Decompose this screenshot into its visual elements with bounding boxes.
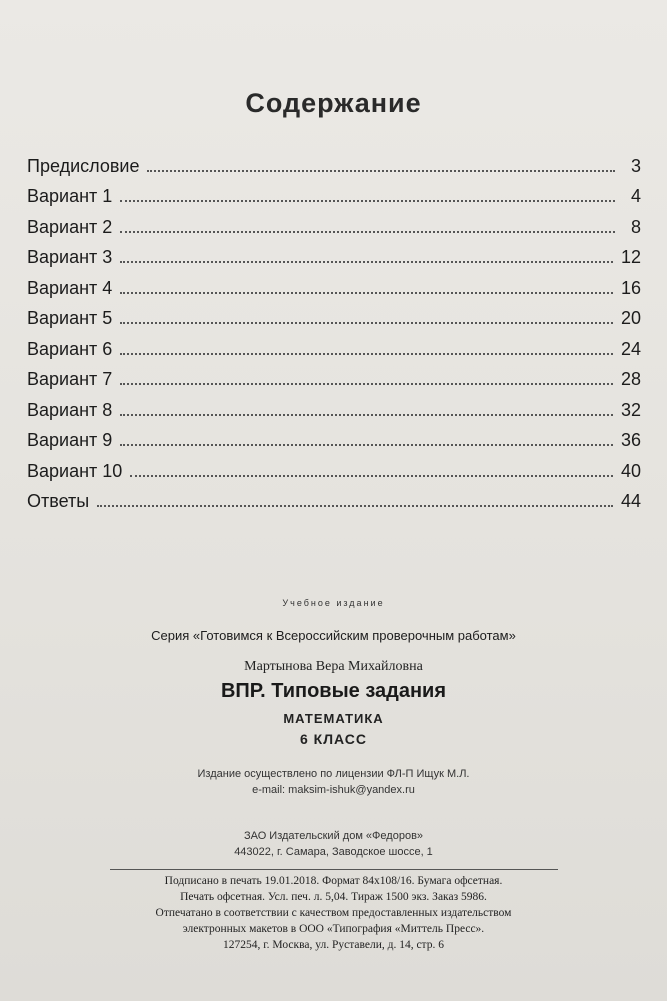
toc-entry-label: Вариант 3 — [27, 247, 113, 267]
toc-entry[interactable] — [27, 268, 641, 299]
toc-entry-label: Вариант 8 — [27, 399, 113, 420]
toc-entry[interactable] — [27, 146, 641, 177]
print-info — [0, 873, 667, 953]
toc-entry[interactable] — [27, 451, 641, 482]
toc-leader-dots — [120, 382, 613, 385]
print-info-line: 127254, г. Москва, ул. Руставели, д. 14, стр. 6 — [223, 939, 444, 951]
table-of-contents — [27, 146, 641, 512]
subject-name: МАТЕМАТИКА — [283, 711, 384, 726]
toc-title: Содержание — [245, 88, 422, 118]
license-text: Издание осуществлено по лицензии ФЛ-П Ищук М.Л. — [197, 768, 470, 780]
toc-leader-dots — [120, 443, 613, 446]
print-info-line: электронных макетов в ООО «Типография «Миттель Пресс». — [182, 923, 485, 935]
toc-leader-dots — [120, 199, 615, 202]
toc-entry-label: Ответы — [27, 491, 90, 511]
edition-type: Учебное издание — [282, 598, 385, 608]
toc-entry[interactable] — [27, 299, 641, 330]
toc-entry-page: 12 — [620, 247, 641, 267]
toc-entry[interactable] — [27, 482, 641, 513]
divider-line — [110, 869, 558, 870]
toc-leader-dots — [97, 504, 613, 507]
book-title: ВПР. Типовые задания — [220, 680, 447, 702]
toc-entry-page: 32 — [620, 399, 641, 420]
toc-entry[interactable] — [27, 360, 641, 391]
email-text: e-mail: maksim-ishuk@yandex.ru — [252, 784, 415, 796]
print-info-line: Отпечатано в соответствии с качеством предоставленных издательством — [155, 907, 512, 919]
toc-entry-label: Вариант 9 — [27, 430, 113, 450]
toc-entry-page: 44 — [620, 491, 641, 511]
toc-entry[interactable] — [27, 207, 641, 238]
toc-leader-dots — [120, 291, 613, 294]
toc-entry-label: Вариант 1 — [27, 186, 113, 206]
toc-leader-dots — [120, 413, 613, 416]
toc-entry-label: Вариант 10 — [27, 460, 123, 481]
print-info-line: Подписано в печать 19.01.2018. Формат 84x108/16. Бумага офсетная. — [164, 875, 503, 887]
toc-leader-dots — [120, 321, 613, 324]
toc-entry[interactable] — [27, 421, 641, 452]
publisher-name: ЗАО Издательский дом «Федоров» — [243, 830, 424, 842]
toc-entry[interactable] — [27, 329, 641, 360]
toc-entry-label: Вариант 5 — [27, 308, 113, 328]
toc-leader-dots — [147, 169, 615, 172]
toc-entry-page: 4 — [630, 186, 641, 206]
toc-entry[interactable] — [27, 238, 641, 269]
toc-entry-page: 8 — [630, 216, 641, 237]
print-info-line: Печать офсетная. Усл. печ. л. 5,04. Тираж 1500 экз. Заказ 5986. — [180, 891, 487, 903]
toc-leader-dots — [120, 260, 613, 263]
author-name: Мартынова Вера Михайловна — [244, 659, 423, 674]
toc-entry-page: 40 — [620, 460, 641, 481]
grade-label: 6 КЛАСС — [299, 731, 368, 747]
toc-entry-page: 24 — [620, 338, 641, 359]
toc-entry[interactable] — [27, 177, 641, 208]
toc-entry-label: Вариант 6 — [27, 338, 113, 359]
toc-entry-label: Вариант 4 — [27, 277, 113, 298]
publisher-address: 443022, г. Самара, Заводское шоссе, 1 — [234, 846, 433, 858]
toc-leader-dots — [120, 352, 613, 355]
toc-entry-page: 28 — [620, 369, 641, 389]
toc-entry-label: Вариант 2 — [27, 216, 113, 237]
toc-entry-page: 3 — [630, 155, 641, 176]
toc-entry-page: 36 — [620, 430, 641, 450]
toc-entry-label: Предисловие — [27, 155, 140, 176]
toc-leader-dots — [120, 230, 615, 233]
toc-entry-page: 20 — [620, 308, 641, 328]
toc-entry-page: 16 — [620, 277, 641, 298]
toc-entry[interactable] — [27, 390, 641, 421]
series-name: Серия «Готовимся к Всероссийским проверочным работам» — [151, 628, 516, 643]
toc-entry-label: Вариант 7 — [27, 369, 113, 389]
toc-leader-dots — [130, 474, 613, 477]
